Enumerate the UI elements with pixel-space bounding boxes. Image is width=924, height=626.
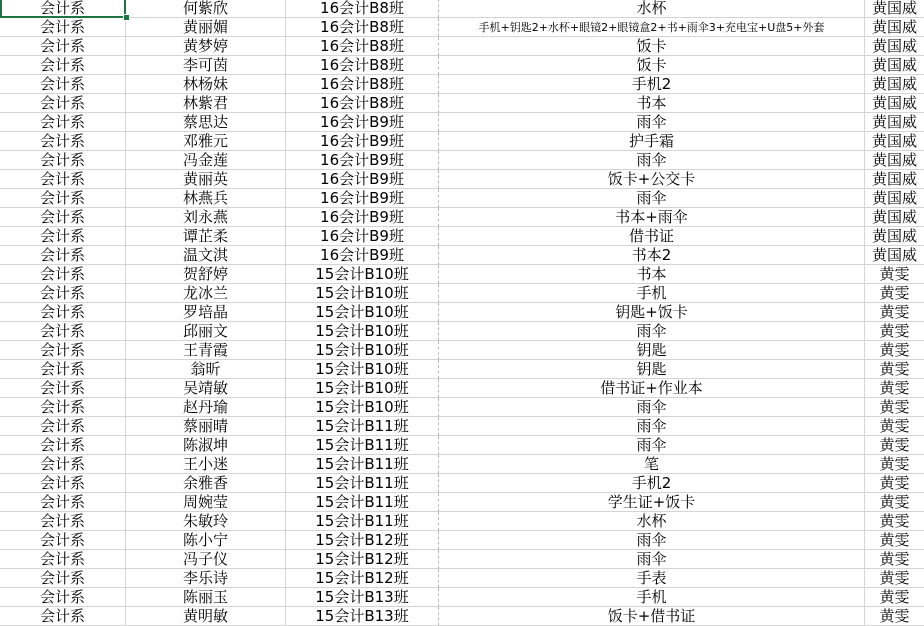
class-cell[interactable]: 15会计B11班 — [286, 417, 439, 436]
item-cell[interactable]: 雨伞 — [439, 531, 865, 550]
student-name-cell[interactable]: 王小迷 — [126, 455, 286, 474]
item-cell[interactable]: 雨伞 — [439, 322, 865, 341]
item-cell[interactable]: 雨伞 — [439, 550, 865, 569]
table-row — [0, 132, 924, 151]
teacher-cell[interactable]: 黄雯 — [865, 265, 924, 284]
table-row — [0, 170, 924, 189]
student-name-cell[interactable]: 刘永燕 — [126, 208, 286, 227]
class-cell[interactable]: 15会计B10班 — [286, 341, 439, 360]
table-row — [0, 512, 924, 531]
teacher-cell[interactable]: 黄雯 — [865, 303, 924, 322]
department-cell[interactable]: 会计系 — [0, 75, 126, 94]
table-row — [0, 607, 924, 626]
student-name-cell[interactable]: 陈淑坤 — [126, 436, 286, 455]
table-row — [0, 398, 924, 417]
table-row — [0, 474, 924, 493]
item-cell[interactable]: 水杯 — [439, 512, 865, 531]
teacher-cell[interactable]: 黄国威 — [865, 246, 924, 265]
department-cell[interactable]: 会计系 — [0, 189, 126, 208]
student-name-cell[interactable]: 黄丽媚 — [126, 18, 286, 37]
class-cell[interactable]: 15会计B10班 — [286, 322, 439, 341]
student-name-cell[interactable]: 王青霞 — [126, 341, 286, 360]
table-row — [0, 341, 924, 360]
class-cell[interactable]: 15会计B11班 — [286, 436, 439, 455]
department-cell[interactable]: 会计系 — [0, 474, 126, 493]
item-cell[interactable]: 手机2 — [439, 75, 865, 94]
teacher-cell[interactable]: 黄雯 — [865, 398, 924, 417]
item-cell[interactable]: 雨伞 — [439, 398, 865, 417]
table-row — [0, 493, 924, 512]
teacher-cell[interactable]: 黄雯 — [865, 360, 924, 379]
department-cell[interactable]: 会计系 — [0, 436, 126, 455]
department-cell[interactable]: 会计系 — [0, 56, 126, 75]
class-cell[interactable]: 15会计B10班 — [286, 360, 439, 379]
department-cell[interactable]: 会计系 — [0, 607, 126, 626]
table-row — [0, 303, 924, 322]
table-row — [0, 37, 924, 56]
department-cell[interactable]: 会计系 — [0, 208, 126, 227]
student-name-cell[interactable]: 蔡丽晴 — [126, 417, 286, 436]
table-row — [0, 246, 924, 265]
item-cell[interactable]: 水杯 — [439, 0, 865, 18]
item-cell[interactable]: 钥匙 — [439, 341, 865, 360]
item-cell[interactable]: 书本 — [439, 94, 865, 113]
student-name-cell[interactable]: 陈小宁 — [126, 531, 286, 550]
department-cell[interactable]: 会计系 — [0, 588, 126, 607]
table-row — [0, 151, 924, 170]
teacher-cell[interactable]: 黄国威 — [865, 227, 924, 246]
table-row — [0, 208, 924, 227]
table-row — [0, 0, 924, 18]
department-cell[interactable]: 会计系 — [0, 569, 126, 588]
teacher-cell[interactable]: 黄雯 — [865, 588, 924, 607]
item-cell[interactable]: 钥匙 — [439, 360, 865, 379]
table-row — [0, 436, 924, 455]
student-name-cell[interactable]: 吴靖敏 — [126, 379, 286, 398]
table-row — [0, 189, 924, 208]
item-cell[interactable]: 护手霜 — [439, 132, 865, 151]
class-cell[interactable]: 16会计B8班 — [286, 94, 439, 113]
class-cell[interactable]: 15会计B12班 — [286, 569, 439, 588]
class-cell[interactable]: 15会计B10班 — [286, 398, 439, 417]
department-cell[interactable]: 会计系 — [0, 113, 126, 132]
class-cell[interactable]: 15会计B10班 — [286, 284, 439, 303]
student-name-cell[interactable]: 周婉莹 — [126, 493, 286, 512]
class-cell[interactable]: 15会计B11班 — [286, 474, 439, 493]
table-row — [0, 588, 924, 607]
item-cell[interactable]: 手机+钥匙2+水杯+眼镜2+眼镜盒2+书+雨伞3+充电宝+U盘5+外套 — [439, 18, 865, 37]
fill-handle[interactable] — [123, 14, 130, 21]
item-cell[interactable]: 笔 — [439, 455, 865, 474]
teacher-cell[interactable]: 黄雯 — [865, 341, 924, 360]
student-name-cell[interactable]: 贺舒婷 — [126, 265, 286, 284]
teacher-cell[interactable]: 黄雯 — [865, 436, 924, 455]
class-cell[interactable]: 15会计B12班 — [286, 550, 439, 569]
department-cell[interactable]: 会计系 — [0, 531, 126, 550]
teacher-cell[interactable]: 黄国威 — [865, 113, 924, 132]
item-cell[interactable]: 书本2 — [439, 246, 865, 265]
table-row — [0, 113, 924, 132]
department-cell[interactable]: 会计系 — [0, 417, 126, 436]
department-cell[interactable]: 会计系 — [0, 227, 126, 246]
teacher-cell[interactable]: 黄国威 — [865, 75, 924, 94]
student-name-cell[interactable]: 翁昕 — [126, 360, 286, 379]
student-name-cell[interactable]: 龙冰兰 — [126, 284, 286, 303]
item-cell[interactable]: 手机 — [439, 284, 865, 303]
student-name-cell[interactable]: 黄明敏 — [126, 607, 286, 626]
student-name-cell[interactable]: 冯子仪 — [126, 550, 286, 569]
department-cell[interactable]: 会计系 — [0, 322, 126, 341]
item-cell[interactable]: 雨伞 — [439, 151, 865, 170]
student-name-cell[interactable]: 李可茵 — [126, 56, 286, 75]
class-cell[interactable]: 16会计B8班 — [286, 75, 439, 94]
class-cell[interactable]: 16会计B9班 — [286, 227, 439, 246]
department-cell[interactable]: 会计系 — [0, 455, 126, 474]
teacher-cell[interactable]: 黄雯 — [865, 569, 924, 588]
table-row — [0, 94, 924, 113]
item-cell[interactable]: 雨伞 — [439, 417, 865, 436]
class-cell[interactable]: 15会计B11班 — [286, 455, 439, 474]
class-cell[interactable]: 15会计B10班 — [286, 265, 439, 284]
department-cell[interactable]: 会计系 — [0, 379, 126, 398]
teacher-cell[interactable]: 黄国威 — [865, 132, 924, 151]
item-cell[interactable]: 手表 — [439, 569, 865, 588]
class-cell[interactable]: 15会计B10班 — [286, 303, 439, 322]
teacher-cell[interactable]: 黄国威 — [865, 18, 924, 37]
student-name-cell[interactable]: 邱丽文 — [126, 322, 286, 341]
table-row — [0, 360, 924, 379]
class-cell[interactable]: 16会计B9班 — [286, 189, 439, 208]
item-cell[interactable]: 手机 — [439, 588, 865, 607]
department-cell[interactable]: 会计系 — [0, 132, 126, 151]
teacher-cell[interactable]: 黄国威 — [865, 208, 924, 227]
class-cell[interactable]: 16会计B9班 — [286, 170, 439, 189]
student-name-cell[interactable]: 谭芷柔 — [126, 227, 286, 246]
department-cell[interactable]: 会计系 — [0, 94, 126, 113]
class-cell[interactable]: 15会计B13班 — [286, 607, 439, 626]
item-cell[interactable]: 学生证+饭卡 — [439, 493, 865, 512]
department-cell[interactable]: 会计系 — [0, 341, 126, 360]
class-cell[interactable]: 15会计B11班 — [286, 493, 439, 512]
department-cell[interactable]: 会计系 — [0, 284, 126, 303]
class-cell[interactable]: 15会计B10班 — [286, 379, 439, 398]
student-name-cell[interactable]: 林紫君 — [126, 94, 286, 113]
teacher-cell[interactable]: 黄雯 — [865, 284, 924, 303]
table-row — [0, 18, 924, 37]
item-cell[interactable]: 手机2 — [439, 474, 865, 493]
student-name-cell[interactable]: 赵丹瑜 — [126, 398, 286, 417]
teacher-cell[interactable]: 黄雯 — [865, 607, 924, 626]
item-cell[interactable]: 借书证+作业本 — [439, 379, 865, 398]
item-cell[interactable]: 钥匙+饭卡 — [439, 303, 865, 322]
teacher-cell[interactable]: 黄国威 — [865, 170, 924, 189]
table-row — [0, 265, 924, 284]
table-row — [0, 531, 924, 550]
department-cell[interactable]: 会计系 — [0, 398, 126, 417]
department-cell[interactable]: 会计系 — [0, 0, 126, 18]
student-name-cell[interactable]: 黄丽英 — [126, 170, 286, 189]
class-cell[interactable]: 16会计B8班 — [286, 0, 439, 18]
student-name-cell[interactable]: 罗培晶 — [126, 303, 286, 322]
item-cell[interactable]: 饭卡+公交卡 — [439, 170, 865, 189]
student-name-cell[interactable]: 李乐诗 — [126, 569, 286, 588]
department-cell[interactable]: 会计系 — [0, 550, 126, 569]
teacher-cell[interactable]: 黄国威 — [865, 94, 924, 113]
table-row — [0, 455, 924, 474]
class-cell[interactable]: 16会计B9班 — [286, 113, 439, 132]
teacher-cell[interactable]: 黄雯 — [865, 512, 924, 531]
class-cell[interactable]: 16会计B8班 — [286, 18, 439, 37]
student-name-cell[interactable]: 邓雅元 — [126, 132, 286, 151]
class-cell[interactable]: 16会计B9班 — [286, 246, 439, 265]
department-cell[interactable]: 会计系 — [0, 37, 126, 56]
class-cell[interactable]: 16会计B9班 — [286, 132, 439, 151]
teacher-cell[interactable]: 黄国威 — [865, 56, 924, 75]
class-cell[interactable]: 16会计B9班 — [286, 208, 439, 227]
class-cell[interactable]: 16会计B8班 — [286, 56, 439, 75]
table-row — [0, 569, 924, 588]
item-cell[interactable]: 书本+雨伞 — [439, 208, 865, 227]
student-name-cell[interactable]: 温文淇 — [126, 246, 286, 265]
class-cell[interactable]: 16会计B8班 — [286, 37, 439, 56]
item-cell[interactable]: 借书证 — [439, 227, 865, 246]
department-cell[interactable]: 会计系 — [0, 265, 126, 284]
teacher-cell[interactable]: 黄国威 — [865, 0, 924, 18]
department-cell[interactable]: 会计系 — [0, 303, 126, 322]
department-cell[interactable]: 会计系 — [0, 493, 126, 512]
class-cell[interactable]: 15会计B11班 — [286, 512, 439, 531]
table-row — [0, 75, 924, 94]
student-name-cell[interactable]: 冯金莲 — [126, 151, 286, 170]
teacher-cell[interactable]: 黄雯 — [865, 550, 924, 569]
teacher-cell[interactable]: 黄国威 — [865, 151, 924, 170]
student-name-cell[interactable]: 余雅香 — [126, 474, 286, 493]
teacher-cell[interactable]: 黄国威 — [865, 37, 924, 56]
table-row — [0, 56, 924, 75]
teacher-cell[interactable]: 黄雯 — [865, 417, 924, 436]
teacher-cell[interactable]: 黄雯 — [865, 474, 924, 493]
class-cell[interactable]: 16会计B9班 — [286, 151, 439, 170]
class-cell[interactable]: 15会计B12班 — [286, 531, 439, 550]
student-name-cell[interactable]: 陈丽玉 — [126, 588, 286, 607]
item-cell[interactable]: 雨伞 — [439, 113, 865, 132]
student-name-cell[interactable]: 蔡思达 — [126, 113, 286, 132]
teacher-cell[interactable]: 黄雯 — [865, 322, 924, 341]
teacher-cell[interactable]: 黄雯 — [865, 531, 924, 550]
item-cell[interactable]: 雨伞 — [439, 436, 865, 455]
teacher-cell[interactable]: 黄雯 — [865, 455, 924, 474]
department-cell[interactable]: 会计系 — [0, 360, 126, 379]
item-cell[interactable]: 雨伞 — [439, 189, 865, 208]
table-row — [0, 417, 924, 436]
item-cell[interactable]: 饭卡 — [439, 37, 865, 56]
item-cell[interactable]: 饭卡+借书证 — [439, 607, 865, 626]
class-cell[interactable]: 15会计B13班 — [286, 588, 439, 607]
table-row — [0, 227, 924, 246]
department-cell[interactable]: 会计系 — [0, 151, 126, 170]
item-cell[interactable]: 饭卡 — [439, 56, 865, 75]
table-row — [0, 322, 924, 341]
department-cell[interactable]: 会计系 — [0, 246, 126, 265]
student-name-cell[interactable]: 何紫欣 — [126, 0, 286, 18]
teacher-cell[interactable]: 黄雯 — [865, 379, 924, 398]
item-cell[interactable]: 书本 — [439, 265, 865, 284]
department-cell[interactable]: 会计系 — [0, 170, 126, 189]
department-cell[interactable]: 会计系 — [0, 18, 126, 37]
student-name-cell[interactable]: 朱敏玲 — [126, 512, 286, 531]
student-name-cell[interactable]: 林燕兵 — [126, 189, 286, 208]
teacher-cell[interactable]: 黄国威 — [865, 189, 924, 208]
table-row — [0, 284, 924, 303]
student-name-cell[interactable]: 黄梦婷 — [126, 37, 286, 56]
department-cell[interactable]: 会计系 — [0, 512, 126, 531]
table-row — [0, 550, 924, 569]
student-name-cell[interactable]: 林杨妹 — [126, 75, 286, 94]
teacher-cell[interactable]: 黄雯 — [865, 493, 924, 512]
table-row — [0, 379, 924, 398]
